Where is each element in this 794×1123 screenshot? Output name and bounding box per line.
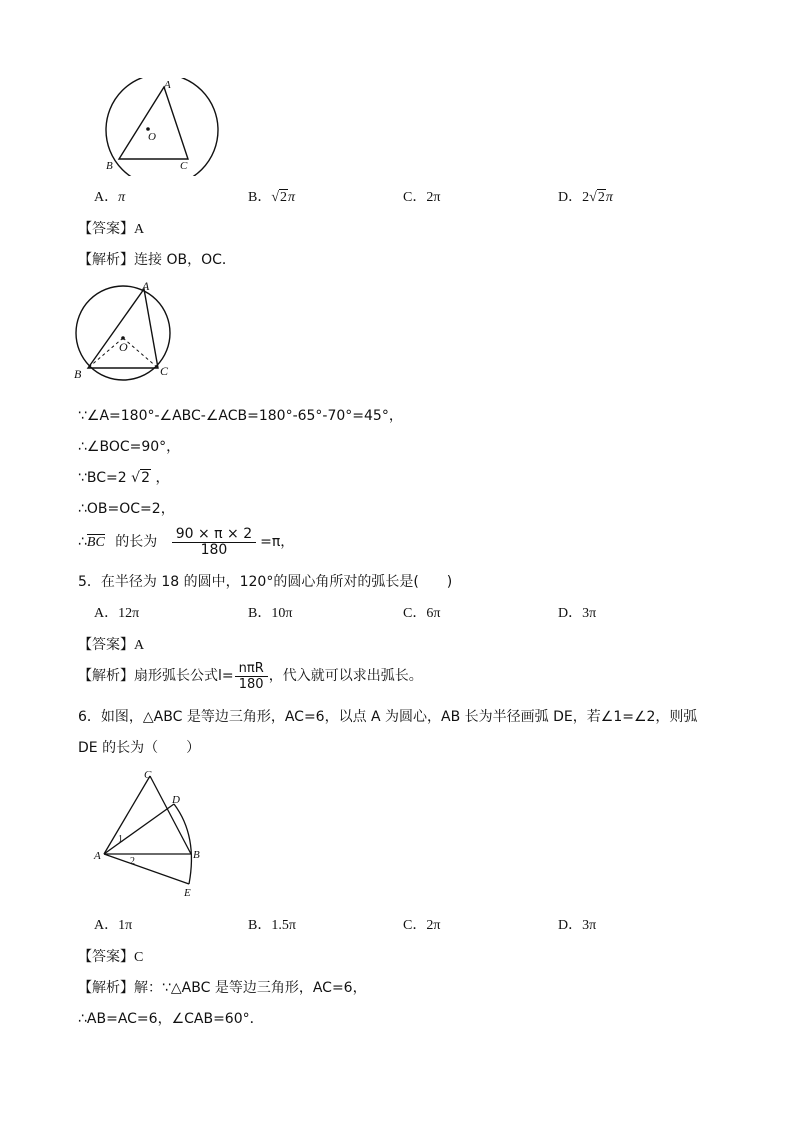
q6-option-a: A．1π bbox=[94, 918, 133, 933]
figure-circle-triangle-2 bbox=[70, 278, 180, 382]
q6-analysis-line-2: ∴AB=AC=6，∠CAB=60°． bbox=[78, 1011, 264, 1027]
segment-ad bbox=[104, 804, 174, 854]
q6-option-b: B．1.5π bbox=[248, 918, 296, 933]
q4-option-d: D．2√2π bbox=[558, 190, 613, 205]
triangle-abc bbox=[88, 289, 158, 368]
triangle-abc bbox=[119, 87, 188, 159]
label-a: A bbox=[142, 279, 150, 293]
arc-de bbox=[174, 804, 191, 884]
q4-option-c: C．2π bbox=[403, 190, 441, 205]
q4-step-5: ∴BC 的长为 $\frac{90 \times \pi \times 2}{180}$ =π， bbox=[78, 526, 295, 558]
q5-option-d: D．3π bbox=[558, 606, 597, 621]
q5-question: 5．在半径为 18 的圆中，120°的圆心角所对的弧长是( ) bbox=[78, 574, 453, 590]
label-b: B bbox=[193, 849, 200, 861]
figure-circle-triangle-1 bbox=[100, 78, 230, 176]
side-cb bbox=[150, 776, 191, 854]
arc-length-fraction: $\frac{90 \times \pi \times 2}{180}$ bbox=[172, 527, 256, 558]
label-c: C bbox=[160, 364, 169, 378]
q4-answer: 【答案】A bbox=[78, 221, 145, 237]
circle bbox=[106, 78, 218, 176]
label-a: A bbox=[94, 850, 101, 862]
label-c: C bbox=[144, 769, 152, 781]
label-o: O bbox=[119, 340, 128, 354]
arc-formula-fraction: $\frac{\text{nπR}}{180}$ bbox=[235, 661, 268, 692]
q6-option-d: D．3π bbox=[558, 918, 597, 933]
radius-oc bbox=[123, 338, 158, 368]
q6-answer: 【答案】C bbox=[78, 949, 144, 965]
q4-step-4: ∴OB=OC=2， bbox=[78, 501, 175, 517]
segment-ae bbox=[104, 854, 189, 884]
label-b: B bbox=[74, 367, 82, 381]
angle-1-label: 1 bbox=[118, 834, 123, 845]
q6-option-c: C．2π bbox=[403, 918, 441, 933]
q6-question-line-1: 6．如图，△ABC 是等边三角形，AC=6，以点 A 为圆心，AB 长为半径画弧 DE，若∠1=∠2，则弧 bbox=[78, 709, 698, 725]
q5-option-a: A．12π bbox=[94, 606, 140, 621]
angle-2-label: 2 bbox=[130, 856, 135, 867]
figure-triangle-arc-de bbox=[90, 766, 220, 900]
q4-option-b: B．√2π bbox=[248, 190, 296, 205]
q5-analysis: 【解析】扇形弧长公式l= $\frac{\text{nπR}}{180}$ ，代入就可以求出弧长。 bbox=[78, 661, 423, 692]
label-o: O bbox=[148, 131, 156, 143]
q5-option-b: B．10π bbox=[248, 606, 293, 621]
q4-option-a: A．π bbox=[94, 190, 126, 205]
label-c: C bbox=[180, 160, 188, 172]
q5-option-c: C．6π bbox=[403, 606, 441, 621]
label-e: E bbox=[184, 887, 191, 899]
q4-step-3: ∵BC=2 √2 ， bbox=[78, 470, 170, 486]
q4-step-2: ∴∠BOC=90°， bbox=[78, 439, 181, 455]
label-b: B bbox=[106, 160, 113, 172]
label-a: A bbox=[164, 79, 171, 91]
q5-answer: 【答案】A bbox=[78, 637, 145, 653]
label-d: D bbox=[172, 794, 180, 806]
q4-step-1: ∵∠A=180°-∠ABC-∠ACB=180°-65°-70°=45°， bbox=[78, 408, 403, 424]
q4-analysis: 【解析】连接 OB，OC． bbox=[78, 252, 236, 268]
q6-analysis-line-1: 【解析】解：∵△ABC 是等边三角形，AC=6， bbox=[78, 980, 367, 996]
q6-question-line-2: DE 的长为（ ） bbox=[78, 740, 201, 756]
side-ac bbox=[104, 776, 150, 854]
